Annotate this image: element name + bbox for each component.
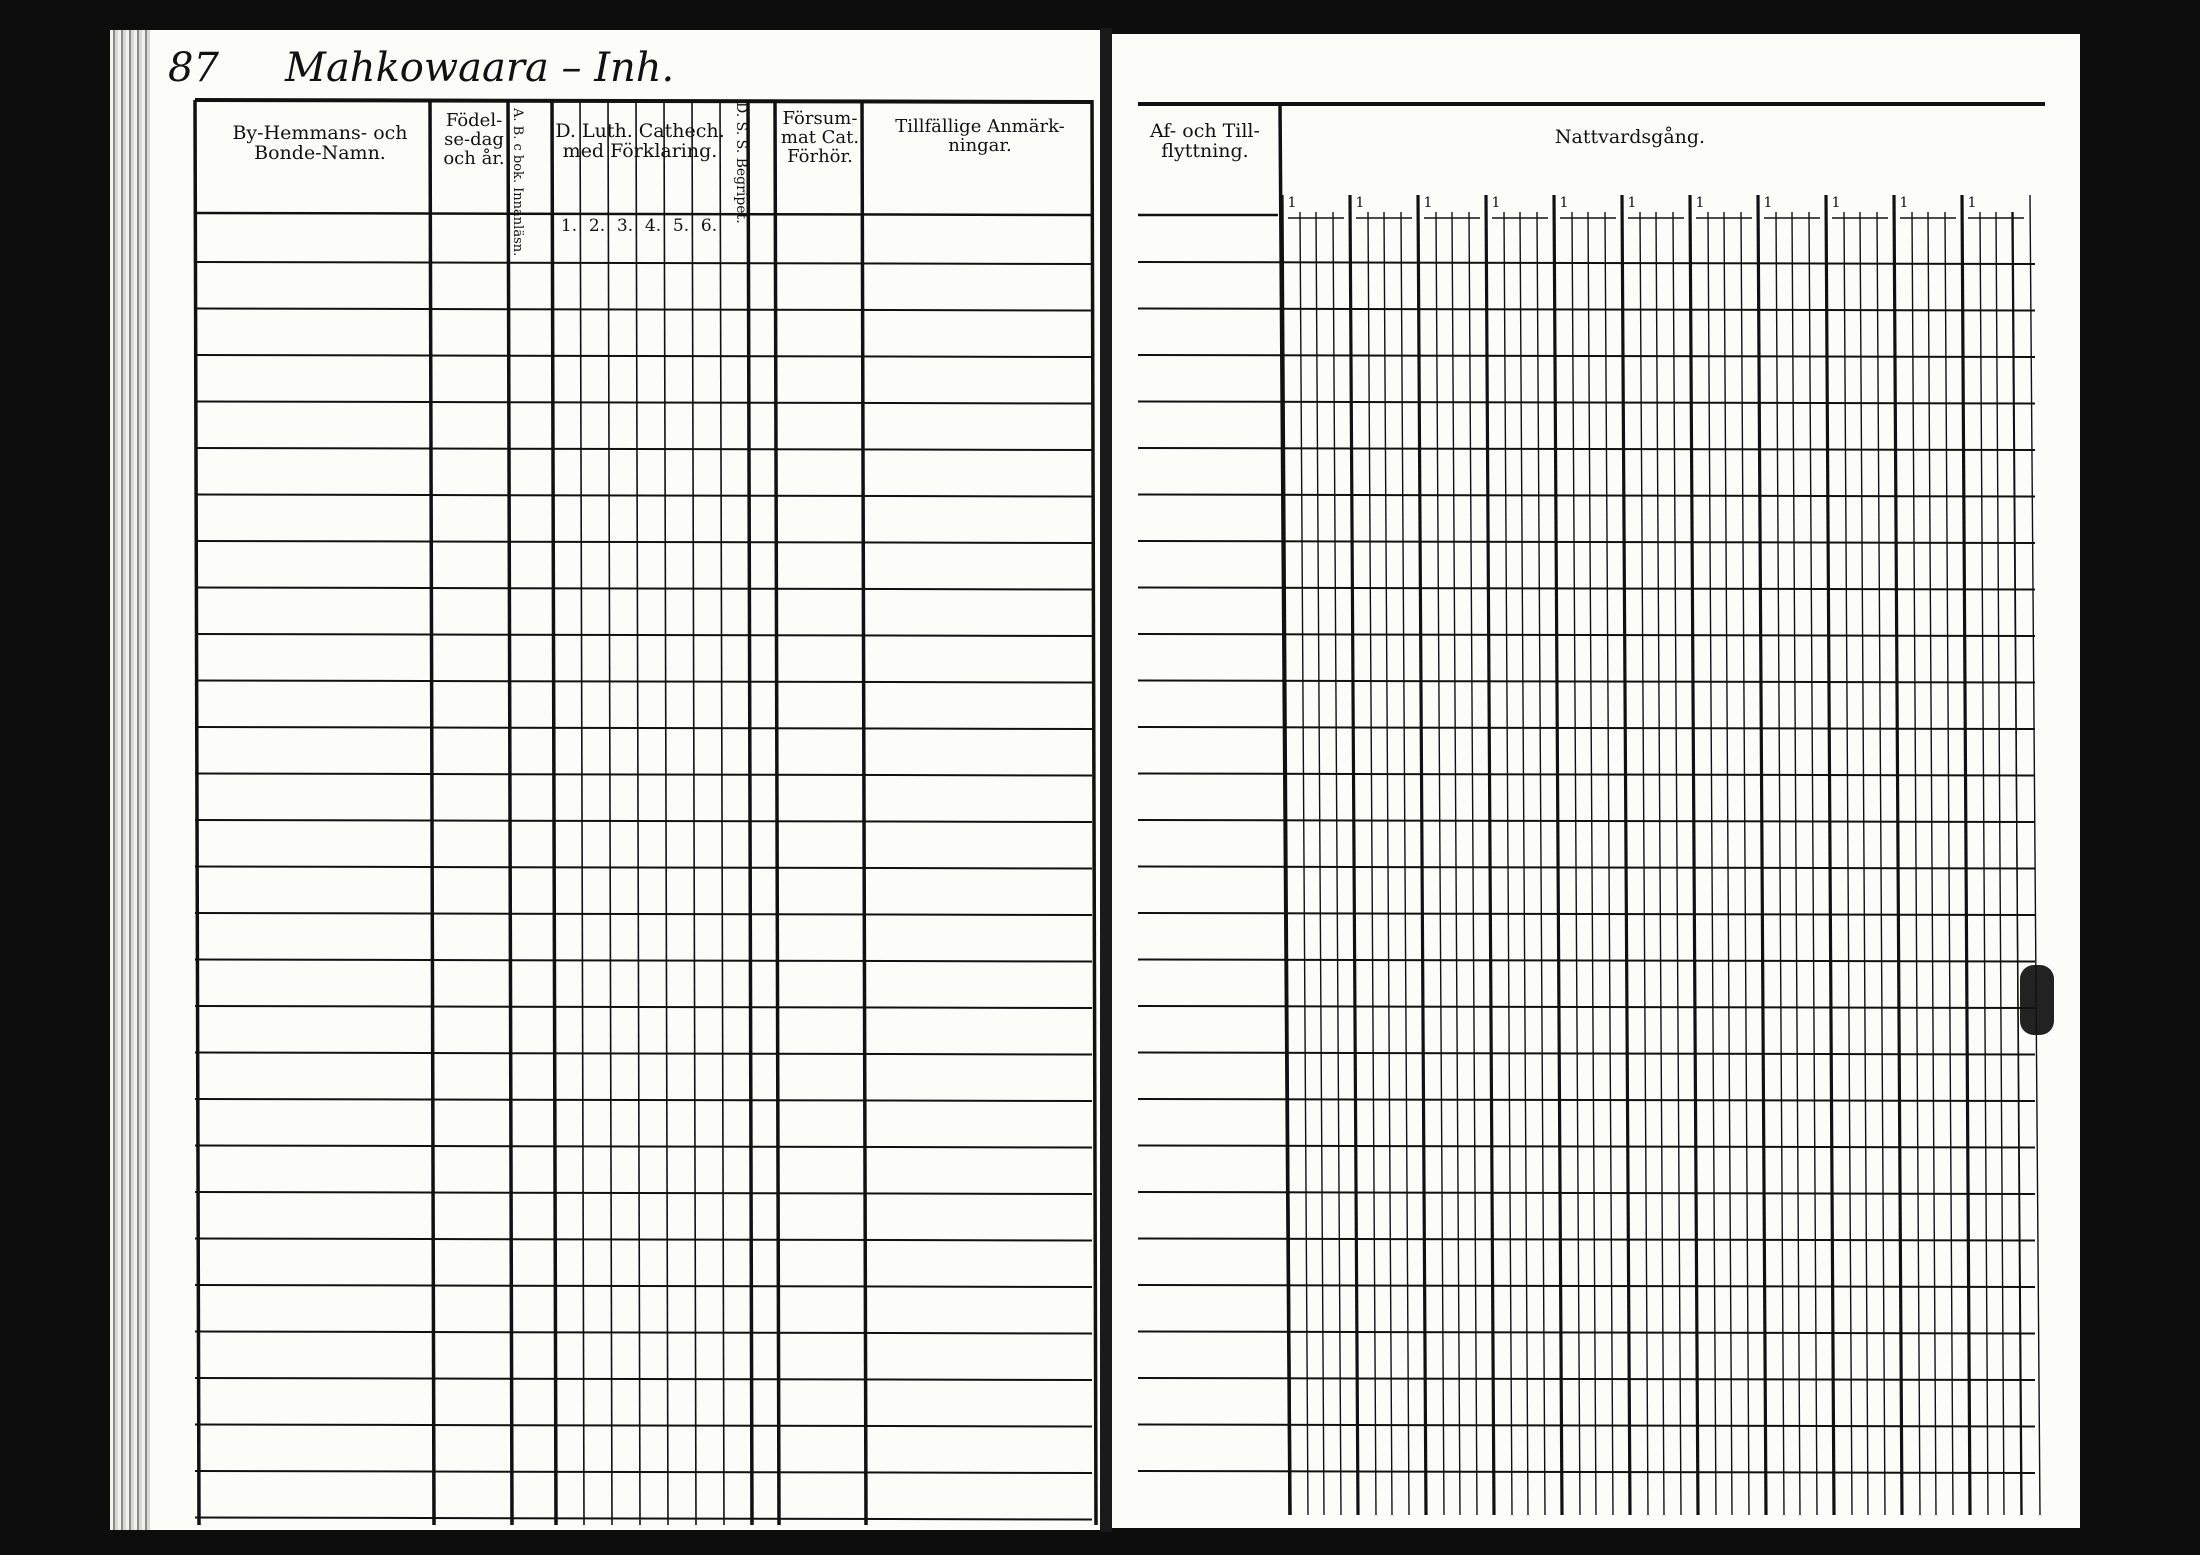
nattvard-sub-rule — [1572, 212, 1580, 1515]
nattvard-sub-rule — [1741, 212, 1749, 1515]
left-top-rule — [195, 100, 1092, 102]
left-row-rule — [195, 495, 1092, 497]
nattvard-sub-rule — [1401, 212, 1409, 1515]
nattvard-sub-rule — [2030, 195, 2040, 1515]
nattvard-sub-rule — [1520, 212, 1528, 1515]
nattvard-group-mark: 1 — [1899, 195, 1909, 211]
nattvard-group-mark: 1 — [1627, 195, 1637, 211]
right-row-rule — [1138, 867, 2035, 869]
right-row-rule — [1138, 820, 2035, 822]
left-row-rule — [195, 1146, 1092, 1148]
handwritten-title: Mahkowaara – Inh. — [285, 45, 675, 91]
nattvard-group-mark: 1 — [1287, 195, 1297, 211]
nattvard-group-mark: 1 — [1763, 195, 1773, 211]
right-row-rule — [1138, 541, 2035, 543]
left-row-rule — [195, 1425, 1092, 1427]
right-row-rule — [1138, 402, 2035, 404]
left-row-rule — [195, 774, 1092, 776]
page-number: 87 — [168, 45, 219, 91]
left-row-rule — [195, 913, 1092, 915]
nattvard-sub-rule — [1316, 212, 1324, 1515]
left-row-rule — [195, 681, 1092, 683]
nattvard-sub-rule — [1724, 212, 1732, 1515]
left-row-rule — [195, 1192, 1092, 1194]
nattvard-group-rule — [1282, 195, 1290, 1515]
luth-cathech-sub-number: 1. — [560, 216, 578, 236]
nattvard-sub-rule — [1996, 212, 2004, 1515]
nattvard-sub-rule — [1860, 212, 1868, 1515]
right-row-rule — [1138, 355, 2035, 357]
nattvard-sub-rule — [1504, 212, 1512, 1515]
right-row-rule — [1138, 309, 2035, 311]
luth-cathech-sub-number: 2. — [588, 216, 606, 236]
left-row-rule — [195, 1006, 1092, 1008]
nattvard-sub-rule — [1656, 212, 1664, 1515]
left-row-rule — [195, 1285, 1092, 1287]
right-row-rule — [1138, 960, 2035, 962]
right-row-rule — [1138, 588, 2035, 590]
nattvard-sub-rule — [1368, 212, 1376, 1515]
header-forsummat: Försum-mat Cat. Förhör. — [780, 108, 860, 167]
nattvard-sub-rule — [1333, 212, 1341, 1515]
right-row-rule — [1138, 634, 2035, 636]
left-column-rule — [195, 100, 199, 1525]
left-row-rule — [195, 402, 1092, 404]
left-row-rule — [195, 960, 1092, 962]
left-header-rule — [195, 213, 1092, 215]
nattvard-sub-rule — [1588, 212, 1596, 1515]
nattvard-sub-rule — [1673, 212, 1681, 1515]
nattvard-sub-rule — [1776, 212, 1784, 1515]
nattvard-sub-rule — [1640, 212, 1648, 1515]
right-row-rule — [1138, 262, 2035, 264]
nattvard-group-mark: 1 — [1491, 195, 1501, 211]
luth-cathech-sub-number: 3. — [616, 216, 634, 236]
luth-cathech-sub-number: 6. — [700, 216, 718, 236]
left-row-rule — [195, 1239, 1092, 1241]
nattvard-sub-rule — [1928, 212, 1936, 1515]
header-dss: D. S. S. Begripet. — [733, 102, 749, 224]
left-row-rule — [195, 867, 1092, 869]
header-nattvardsgang: Nattvardsgång. — [1554, 126, 1706, 148]
left-column-rule — [1092, 100, 1096, 1525]
nattvard-sub-rule — [1809, 212, 1817, 1515]
nattvard-sub-rule — [1384, 212, 1392, 1515]
left-column-rule — [636, 100, 640, 1525]
nattvard-group-mark: 1 — [1695, 195, 1705, 211]
left-column-rule — [430, 100, 434, 1525]
left-column-rule — [720, 100, 724, 1525]
nattvard-group-rule — [1554, 195, 1562, 1515]
nattvard-group-rule — [1962, 195, 1970, 1515]
nattvard-group-rule — [1758, 195, 1766, 1515]
left-column-rule — [862, 100, 866, 1525]
right-row-rule — [1138, 681, 2035, 683]
left-row-rule — [195, 1518, 1092, 1520]
left-row-rule — [195, 262, 1092, 264]
right-row-rule — [1138, 448, 2035, 450]
left-row-rule — [195, 309, 1092, 311]
left-column-rule — [748, 100, 752, 1525]
left-column-rule — [552, 100, 556, 1525]
left-column-rule — [775, 100, 779, 1525]
left-column-rule — [664, 100, 668, 1525]
left-row-rule — [195, 1099, 1092, 1101]
left-column-rule — [608, 100, 612, 1525]
header-abc-bok: A. B. c bok. Innanläsn. — [510, 108, 525, 257]
nattvard-sub-rule — [1452, 212, 1460, 1515]
left-row-rule — [195, 634, 1092, 636]
nattvard-sub-rule — [1844, 212, 1852, 1515]
luth-cathech-sub-number: 5. — [672, 216, 690, 236]
nattvard-group-rule — [1622, 195, 1630, 1515]
nattvard-group-mark: 1 — [1967, 195, 1977, 211]
nattvard-sub-rule — [2012, 212, 2022, 1515]
nattvard-sub-rule — [1300, 212, 1308, 1515]
nattvard-sub-rule — [1980, 212, 1988, 1515]
left-row-rule — [195, 1471, 1092, 1473]
nattvard-group-mark: 1 — [1831, 195, 1841, 211]
nattvard-group-rule — [1486, 195, 1494, 1515]
nattvard-group-rule — [1826, 195, 1834, 1515]
left-column-rule — [580, 100, 584, 1525]
nattvard-group-rule — [1894, 195, 1902, 1515]
nattvard-sub-rule — [1877, 212, 1885, 1515]
left-row-rule — [195, 541, 1092, 543]
nattvard-group-mark: 1 — [1355, 195, 1365, 211]
left-row-rule — [195, 1378, 1092, 1380]
left-row-rule — [195, 820, 1092, 822]
nattvard-sub-rule — [1436, 212, 1444, 1515]
header-luth-cathech: D. Luth. Cathech. med Förklaring. — [555, 120, 725, 162]
header-af-och-till: Af- och Till-flyttning. — [1150, 120, 1260, 162]
nattvard-sub-rule — [1792, 212, 1800, 1515]
nattvard-sub-rule — [1708, 212, 1716, 1515]
nattvard-sub-rule — [1605, 212, 1613, 1515]
header-tillfallige: Tillfällige Anmärk-ningar. — [895, 116, 1065, 156]
nattvard-sub-rule — [1469, 212, 1477, 1515]
left-row-rule — [195, 727, 1092, 729]
header-by-hemmans: By-Hemmans- och Bonde-Namn. — [232, 122, 408, 164]
right-row-rule — [1138, 727, 2035, 729]
nattvard-group-mark: 1 — [1423, 195, 1433, 211]
nattvard-group-rule — [1350, 195, 1358, 1515]
nattvard-group-rule — [1418, 195, 1426, 1515]
header-fodelse: Födel-se-dag och år. — [443, 110, 505, 169]
nattvard-group-mark: 1 — [1559, 195, 1569, 211]
nattvard-sub-rule — [1912, 212, 1920, 1515]
left-row-rule — [195, 1053, 1092, 1055]
nattvard-sub-rule — [1537, 212, 1545, 1515]
left-row-rule — [195, 1332, 1092, 1334]
nattvard-group-rule — [1690, 195, 1698, 1515]
right-row-rule — [1138, 913, 2035, 915]
right-row-rule — [1138, 495, 2035, 497]
luth-cathech-sub-number: 4. — [644, 216, 662, 236]
left-row-rule — [195, 588, 1092, 590]
nattvard-sub-rule — [1945, 212, 1953, 1515]
right-row-rule — [1138, 774, 2035, 776]
left-column-rule — [692, 100, 696, 1525]
left-column-rule — [508, 100, 512, 1525]
left-row-rule — [195, 355, 1092, 357]
left-row-rule — [195, 448, 1092, 450]
